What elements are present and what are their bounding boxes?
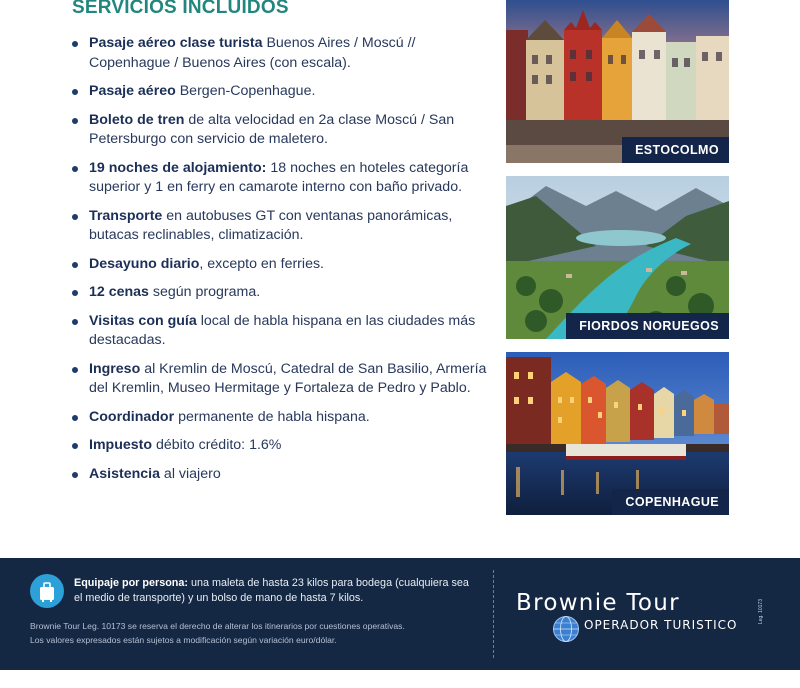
services-list — [70, 34, 490, 493]
brand-globe-icon — [552, 615, 580, 643]
photo-copenhagen — [506, 352, 729, 515]
item-bold: Impuesto — [89, 437, 153, 453]
item-text: local de habla hispana en las ciudades más destacadas. — [89, 312, 476, 348]
item-text: 18 noches en hoteles categoría superior y 1 en ferry en camarote interno con baño privado. — [89, 159, 469, 195]
item-text: débito crédito: 1.6% — [152, 437, 282, 453]
list-item — [70, 111, 490, 150]
list-item — [70, 408, 490, 428]
photo-caption: COPENHAGUE — [612, 489, 729, 515]
legal-line: Los valores expresados están sujetos a modificación según variación euro/dólar. — [30, 635, 337, 645]
item-bold: Asistencia — [89, 465, 160, 482]
item-text: al Kremlin de Moscú, Catedral de San Basilio, Armería del Kremlin, Museo Hermitage y Fortaleza de Pedro y Pablo. — [89, 360, 487, 396]
brand-legajo: Leg. 10173 — [758, 599, 764, 625]
item-text: al viajero — [159, 465, 221, 482]
item-bold: Ingreso — [89, 360, 141, 377]
brand-subtitle: OPERADOR TURISTICO — [584, 618, 738, 632]
item-text: Bergen-Copenhague. — [175, 83, 316, 99]
item-bold: 12 cenas — [89, 284, 149, 300]
list-item — [70, 82, 490, 102]
list-item — [70, 312, 490, 351]
item-bold: Desayuno diario — [89, 255, 200, 272]
section-heading: SERVICIOS INCLUIDOS — [72, 0, 289, 18]
list-item — [70, 207, 490, 246]
luggage-text: una maleta de hasta 23 kilos para bodega (cualquiera sea el medio de transporte) y un bolso de mano de hasta 7 kilos. — [74, 577, 469, 604]
luggage-icon-circle — [30, 574, 64, 608]
list-item — [70, 255, 490, 275]
list-item — [70, 34, 490, 73]
item-text: en autobuses GT con ventanas panorámicas, butacas reclinables, climatización. — [89, 207, 453, 243]
legal-line: Brownie Tour Leg. 10173 se reserva el derecho de alterar los itinerarios por cuestiones operativas. — [30, 621, 405, 631]
luggage-info — [74, 576, 474, 606]
luggage-label: Equipaje por persona: — [74, 577, 188, 589]
item-bold: 19 noches de alojamiento: — [89, 159, 267, 176]
item-bold: Pasaje aéreo — [89, 83, 176, 99]
list-item — [70, 283, 490, 303]
item-bold: Transporte — [89, 207, 163, 224]
list-item — [70, 360, 490, 399]
photo-caption: ESTOCOLMO — [622, 137, 729, 163]
item-bold: Pasaje aéreo clase turista — [89, 35, 263, 51]
legal-notice — [30, 619, 480, 647]
item-bold: Visitas con guía — [89, 312, 197, 329]
item-text: , excepto en ferries. — [199, 255, 324, 272]
list-item — [70, 436, 490, 456]
item-text: Buenos Aires / Moscú // Copenhague / Buenos Aires (con escala). — [89, 35, 416, 71]
item-text: según programa. — [148, 284, 261, 300]
photo-stockholm — [506, 0, 729, 163]
photo-caption: FIORDOS NORUEGOS — [566, 313, 729, 339]
item-bold: Boleto de tren — [89, 111, 185, 128]
list-item — [70, 465, 490, 485]
photo-fjords — [506, 176, 729, 339]
item-text: de alta velocidad en 2a clase Moscú / San Petersburgo con servicio de maletero. — [89, 111, 455, 147]
footer-divider — [493, 570, 494, 658]
brand-name: Brownie Tour — [516, 590, 680, 616]
item-text: permanente de habla hispana. — [174, 408, 370, 425]
item-bold: Coordinador — [89, 408, 175, 425]
footer-bar — [0, 558, 800, 670]
list-item — [70, 159, 490, 198]
luggage-icon — [30, 574, 64, 608]
bottom-margin — [0, 670, 800, 688]
